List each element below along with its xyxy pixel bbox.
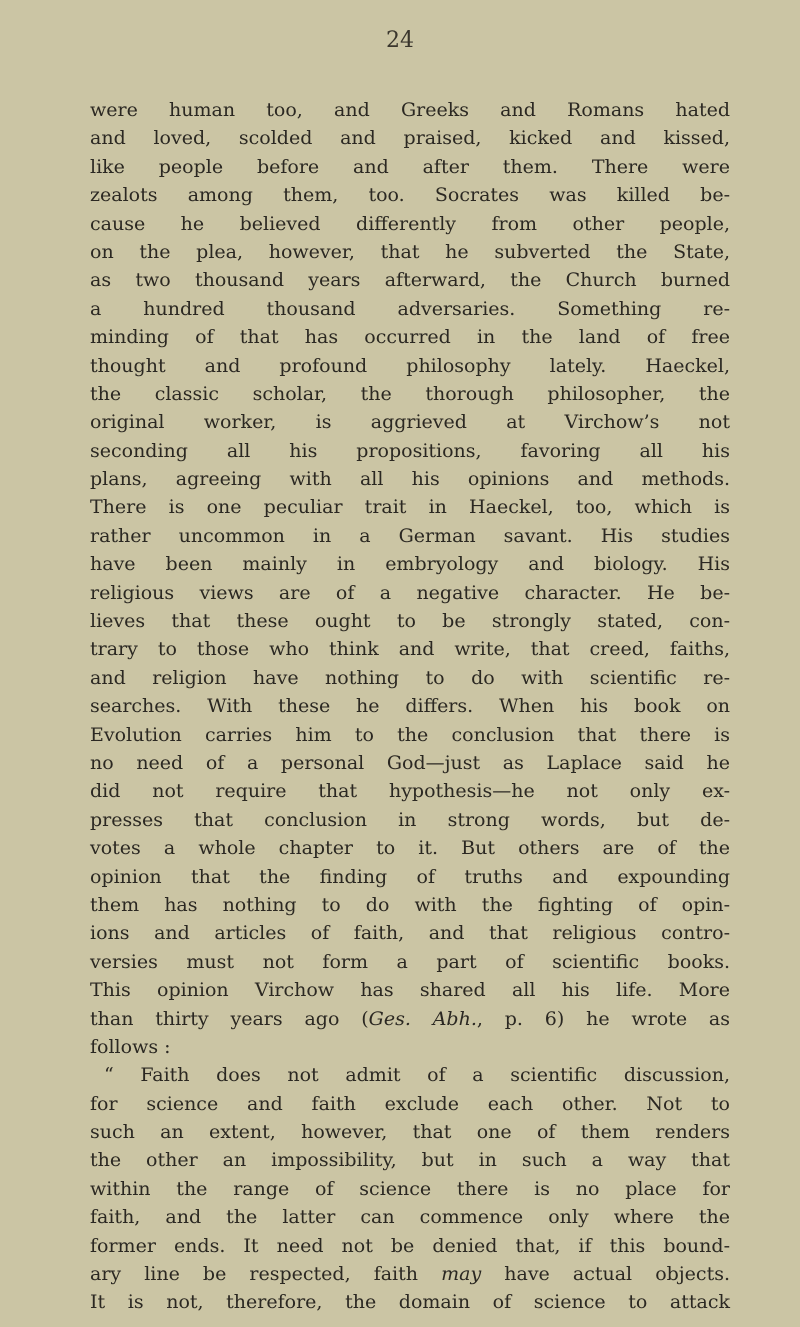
text-line: as two thousand years afterward, the Church burned (90, 269, 730, 292)
quote-line: such an extent, however, that one of them renders (90, 1121, 730, 1144)
text-line: plans, agreeing with all his opinions and methods. (90, 468, 730, 491)
text-line: This opinion Virchow has shared all his life. More (90, 979, 730, 1002)
text-line: There is one peculiar trait in Haeckel, too, which is (90, 496, 730, 519)
text-line: zealots among them, too. Socrates was killed be- (90, 184, 730, 207)
text-line: seconding all his propositions, favoring all his (90, 439, 730, 462)
text-line: a hundred thousand adversaries. Something re- (90, 297, 730, 320)
text-line: cause he believed differently from other people, (90, 212, 730, 235)
quote-line: “ Faith does not admit of a scientific discussion, (104, 1064, 730, 1087)
text-line: ions and articles of faith, and that religious contro- (90, 922, 730, 945)
text-line: opinion that the finding of truths and expounding (90, 865, 730, 888)
text-line: It is not, therefore, the domain of science to attack (90, 1291, 730, 1314)
text-line: rather uncommon in a German savant. His studies (90, 524, 730, 547)
text-line: presses that conclusion in strong words, but de- (90, 808, 730, 831)
quote-line: the other an impossibility, but in such a way that (90, 1149, 730, 1172)
quote-line: within the range of science there is no place for (90, 1177, 730, 1200)
emphasis-line (90, 1260, 730, 1288)
text-line: like people before and after them. There were (90, 155, 730, 178)
quote-line: for science and faith exclude each other. Not to (90, 1092, 730, 1115)
quote-line: faith, and the latter can commence only where the (90, 1206, 730, 1229)
text-line: trary to those who think and write, that creed, faiths, (90, 638, 730, 661)
text-line: searches. With these he differs. When his book on (90, 695, 730, 718)
body-text (90, 96, 730, 1317)
emphasis-after: have actual objects. (481, 1263, 730, 1286)
text-line: and loved, scolded and praised, kicked and kissed, (90, 127, 730, 150)
quote-line: former ends. It need not be denied that, if this bound- (90, 1234, 730, 1257)
text-line: did not require that hypothesis—he not only ex- (90, 780, 730, 803)
text-line: no need of a personal God—just as Laplace said he (90, 751, 730, 774)
text-line: on the plea, however, that he subverted the State, (90, 240, 730, 263)
citation-before: than thirty years ago ( (90, 1007, 369, 1030)
text-line: Evolution carries him to the conclusion that there is (90, 723, 730, 746)
text-line: thought and profound philosophy lately. Haeckel, (90, 354, 730, 377)
text-line: were human too, and Greeks and Romans hated (90, 99, 730, 121)
text-line: follows : (90, 1035, 171, 1058)
citation-title: Ges. Abh. (368, 1007, 477, 1030)
text-line: original worker, is aggrieved at Virchow’s not (90, 411, 730, 434)
text-line: religious views are of a negative character. He be- (90, 581, 730, 604)
emphasis-before: ary line be respected, faith (90, 1263, 442, 1286)
text-line: minding of that has occurred in the land of free (90, 326, 730, 349)
text-line: have been mainly in embryology and biology. His (90, 553, 730, 576)
page-number: 24 (386, 28, 414, 53)
text-line: and religion have nothing to do with scientific re- (90, 666, 730, 689)
text-line: versies must not form a part of scientific books. (90, 950, 730, 973)
text-line: votes a whole chapter to it. But others are of the (90, 837, 730, 860)
text-line: lieves that these ought to be strongly stated, con- (90, 610, 730, 633)
emphasis-word: may (441, 1263, 482, 1286)
citation-line (90, 1005, 730, 1033)
text-line: them has nothing to do with the fighting of opin- (90, 893, 730, 916)
citation-after: , p. 6) he wrote as (476, 1007, 730, 1030)
text-line: the classic scholar, the thorough philosopher, the (90, 382, 730, 405)
